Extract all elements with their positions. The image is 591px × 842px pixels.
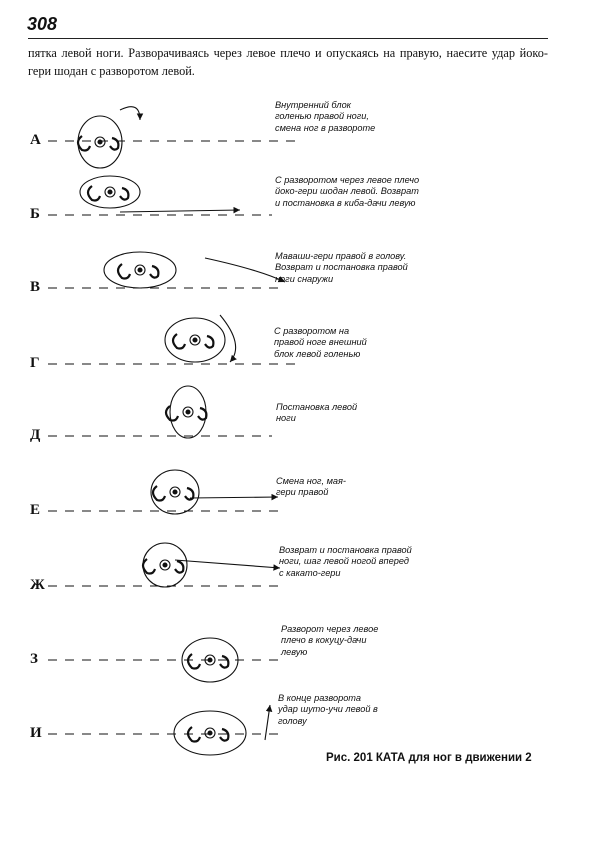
motion-arrow — [205, 258, 285, 282]
step-caption: Разворот через левое плечо в кокуцу-дачи левую — [281, 624, 379, 657]
motion-arrow — [175, 560, 280, 568]
foot-mark — [220, 729, 228, 741]
foot-mark — [150, 266, 158, 278]
motion-arrow — [120, 210, 240, 212]
motion-arrow — [220, 315, 236, 362]
step-caption: Смена ног, мая- гери правой — [276, 476, 346, 498]
foot-mark — [78, 136, 90, 151]
step-letter: З — [30, 651, 38, 667]
step-letter: Ж — [30, 577, 45, 593]
foot-mark — [120, 188, 128, 200]
step-letter: Г — [30, 355, 40, 371]
pivot-dot — [208, 658, 212, 662]
foot-mark — [88, 186, 100, 201]
step-letter: А — [30, 132, 41, 148]
motion-arrow — [265, 705, 270, 740]
pivot-dot — [193, 338, 197, 342]
pivot-dot — [98, 140, 102, 144]
page-number: 308 — [27, 14, 58, 34]
pivot-dot — [208, 731, 212, 735]
foot-mark — [175, 561, 183, 573]
step-caption: Внутренний блок голенью правой ноги, смена ног в развороте — [275, 100, 376, 133]
motion-arrow — [120, 107, 140, 120]
step-caption: Маваши-гери правой в голову. Возврат и постановка правой ноги снаружи — [275, 251, 408, 284]
step-letter: Е — [30, 502, 41, 518]
foot-mark — [198, 408, 206, 420]
pivot-dot — [186, 410, 190, 414]
pivot-dot — [173, 490, 177, 494]
step-letter: И — [30, 725, 42, 741]
pivot-dot — [108, 190, 112, 194]
pivot-dot — [138, 268, 142, 272]
step-caption: С разворотом через левое плечо йоко-гери шодан левой. Возврат и постановка в киба-дачи левую — [275, 175, 420, 208]
motion-arrow — [190, 497, 278, 498]
foot-mark — [143, 559, 155, 574]
intro-paragraph: пятка левой ноги. Разворачиваясь через левое плечо и опускаясь на правую, наесите удар йоко-гери шодан с разворотом левой. — [28, 46, 548, 78]
step-caption: Постановка левой ноги — [276, 402, 358, 424]
step-letter: Д — [30, 427, 41, 443]
step-caption: Возврат и постановка правой ноги, шаг левой ногой вперед с какато-гери — [279, 545, 412, 578]
step-caption: С разворотом на правой ноге внешний блок левой голенью — [274, 326, 367, 359]
foot-mark — [166, 406, 178, 421]
step-caption: В конце разворота удар шуто-учи левой в голову — [278, 693, 378, 726]
foot-mark — [220, 656, 228, 668]
foot-mark — [153, 486, 165, 501]
foot-mark — [110, 138, 118, 150]
figure-caption: Рис. 201 КАТА для ног в движении 2 — [326, 752, 532, 764]
foot-mark — [173, 334, 185, 349]
step-letter: Б — [30, 206, 40, 222]
foot-mark — [118, 264, 130, 279]
foot-mark — [188, 654, 200, 669]
pivot-dot — [163, 563, 167, 567]
foot-mark — [205, 336, 213, 348]
step-letter: В — [30, 279, 41, 295]
